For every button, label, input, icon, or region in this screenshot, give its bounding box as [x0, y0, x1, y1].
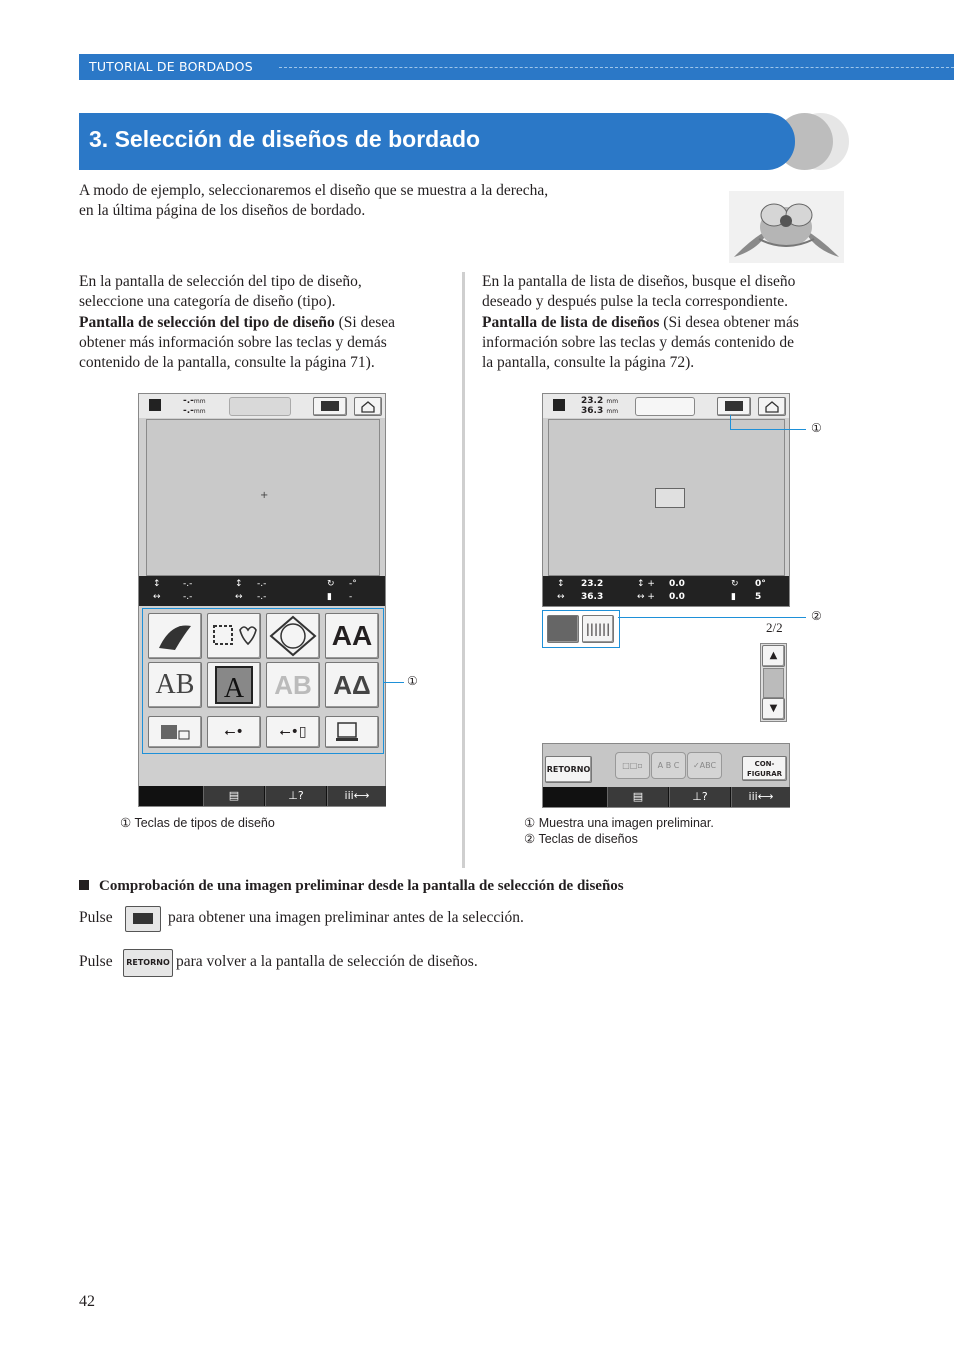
screen2-callout-line-1 [734, 429, 806, 430]
arrange-flat-icon[interactable]: □□▫ [615, 752, 650, 779]
screen1-bottom-bar [139, 786, 385, 806]
design-type-key-applique-alphabet[interactable]: AB [266, 662, 320, 708]
screen2-size-height: 36.3 mm [581, 406, 619, 416]
screen1-embroidery-area [146, 419, 380, 576]
left-bold-label: Pantalla de selección del tipo de diseño [79, 314, 335, 331]
sewing-order-button[interactable]: ▤ [607, 787, 668, 807]
design-type-key-alphabet[interactable]: AA [325, 613, 379, 659]
screen2-callout-1: ① [811, 421, 822, 435]
computer-icon[interactable] [325, 716, 379, 748]
screen2-info-bar: ↕ 23.2 ↔ 36.3 ↕ + 0.0 ↔ + 0.0 ↻ 0° ▮ 5 [543, 576, 789, 606]
right-text-line-4: información sobre las teclas y demás contenido de [482, 334, 795, 351]
left-text-line-3-tail: (Si desea [334, 314, 396, 331]
page-title: 3. Selección de diseños de bordado [89, 126, 481, 152]
home-button[interactable] [758, 397, 786, 416]
home-button[interactable] [354, 397, 382, 416]
help-button[interactable]: ⊥? [265, 786, 326, 806]
section-header-label: TUTORIAL DE BORDADOS [89, 59, 253, 74]
intro-line-2: en la última página de los diseños de bordado. [79, 202, 366, 219]
design-type-key-alphabet-style[interactable]: AB [148, 662, 202, 708]
preview-key-image [125, 906, 161, 932]
design-key-barcode[interactable]: |||||| [582, 615, 614, 643]
screen2-size-width: 23.2 mm [581, 396, 619, 406]
preview-callout-bracket [730, 415, 735, 430]
right-text-line-3-tail: (Si desea obtener más [659, 314, 799, 331]
screen2-caption-1: ① Muestra una imagen preliminar. [524, 816, 714, 830]
usb-icon[interactable]: ⭠• [207, 716, 261, 748]
preview-button[interactable] [717, 397, 751, 416]
section2-text-2: para volver a la pantalla de selección de diseños. [176, 953, 478, 970]
center-crosshair-icon: + [260, 490, 269, 501]
design-list-scrollbar[interactable] [760, 643, 787, 722]
scroll-thumb[interactable] [763, 668, 784, 698]
configure-button[interactable]: CON- FIGURAR [742, 756, 787, 781]
screen1-size-height: -.-mm [183, 406, 206, 416]
design-list-screen [542, 393, 790, 607]
right-bold-label: Pantalla de lista de diseños [482, 314, 660, 331]
header-dash-line [279, 67, 954, 68]
section-header-band [79, 54, 954, 80]
help-button[interactable]: ⊥? [669, 787, 730, 807]
size-icon [553, 399, 565, 411]
design-type-key-greek-alphabet[interactable]: AΔ [325, 662, 379, 708]
design-key-flower[interactable] [547, 615, 579, 643]
design-list-lower-panel [542, 743, 790, 808]
screen2-embroidery-area [548, 419, 785, 576]
pulse-label-1: Pulse [79, 909, 113, 926]
section-bullet-square [79, 880, 89, 890]
screen1-top-bar [139, 394, 385, 418]
return-button[interactable]: RETORNO [545, 756, 592, 783]
arrange-arc-icon[interactable]: A B C [651, 752, 686, 779]
preview-button[interactable] [313, 397, 347, 416]
left-text-line-2: seleccione una categoría de diseño (tipo). [79, 293, 336, 310]
screen1-size-width: -.-mm [183, 396, 206, 406]
design-type-key-decorative-alphabet[interactable] [207, 662, 261, 708]
home-icon [759, 398, 785, 415]
right-text-line-2: deseado y después pulse la tecla correspondiente. [482, 293, 789, 310]
size-icon [149, 399, 161, 411]
pulse-label-2: Pulse [79, 953, 113, 970]
scroll-up-button[interactable]: ▲ [762, 645, 785, 667]
design-type-key-pattern[interactable] [148, 613, 202, 659]
left-text-line-4: obtener más información sobre las teclas y demás [79, 334, 387, 351]
sewing-order-button[interactable]: ▤ [203, 786, 264, 806]
screen2-caption-2: ② Teclas de diseños [524, 832, 638, 846]
return-key-image: RETORNO [123, 949, 173, 977]
usb-mouse-icon[interactable]: ⭠•▯ [266, 716, 320, 748]
screen1-caption: ① Teclas de tipos de diseño [120, 816, 275, 830]
frame-indicator-icon [229, 397, 291, 416]
left-text-line-3 [79, 313, 395, 334]
screen2-top-bar [543, 394, 789, 418]
screen2-bottom-bar [543, 787, 789, 807]
design-type-key-monogram[interactable] [266, 613, 320, 659]
svg-text:A: A [223, 673, 245, 704]
title-bar [79, 113, 795, 170]
home-icon [355, 398, 381, 415]
screen2-callout-2: ② [811, 609, 822, 623]
embroidery-design-thumbnail [729, 191, 844, 263]
right-text-line-1: En la pantalla de lista de diseños, busque el diseño [482, 273, 796, 290]
intro-line-1: A modo de ejemplo, seleccionaremos el diseño que se muestra a la derecha, [79, 182, 549, 199]
design-type-key-frame[interactable] [207, 613, 261, 659]
left-text-line-1: En la pantalla de selección del tipo de diseño, [79, 273, 362, 290]
right-text-line-3 [482, 313, 799, 334]
section2-heading: Comprobación de una imagen preliminar desde la pantalla de selección de diseños [99, 878, 624, 894]
scroll-down-button[interactable]: ▼ [762, 698, 785, 720]
screen1-callout-line [384, 682, 404, 683]
right-text-line-5: la pantalla, consulte la página 72). [482, 354, 695, 371]
screen1-callout-1: ① [407, 674, 418, 688]
design-type-selection-screen [138, 393, 386, 807]
arrange-slant-icon[interactable]: ✓ABC [687, 752, 722, 779]
design-type-key-memory[interactable] [148, 716, 202, 748]
left-text-line-5: contenido de la pantalla, consulte la página 71). [79, 354, 375, 371]
frame-indicator-icon [635, 397, 695, 416]
section2-text-1: para obtener una imagen preliminar antes de la selección. [168, 909, 524, 926]
page-number: 42 [79, 1293, 95, 1310]
page-indicator: 2/2 [766, 620, 783, 635]
screen1-info-bar: ↕ -.- ↔ -.- ↕ -.- ↔ -.- ↻ -° ▮ - [139, 576, 385, 606]
settings-button[interactable]: ⅰⅰⅰ⟷ [731, 787, 790, 807]
screen2-callout-line-2 [618, 617, 806, 618]
settings-button[interactable]: ⅰⅰⅰ⟷ [327, 786, 386, 806]
selected-design-thumbnail [655, 488, 685, 508]
column-divider [462, 272, 465, 868]
